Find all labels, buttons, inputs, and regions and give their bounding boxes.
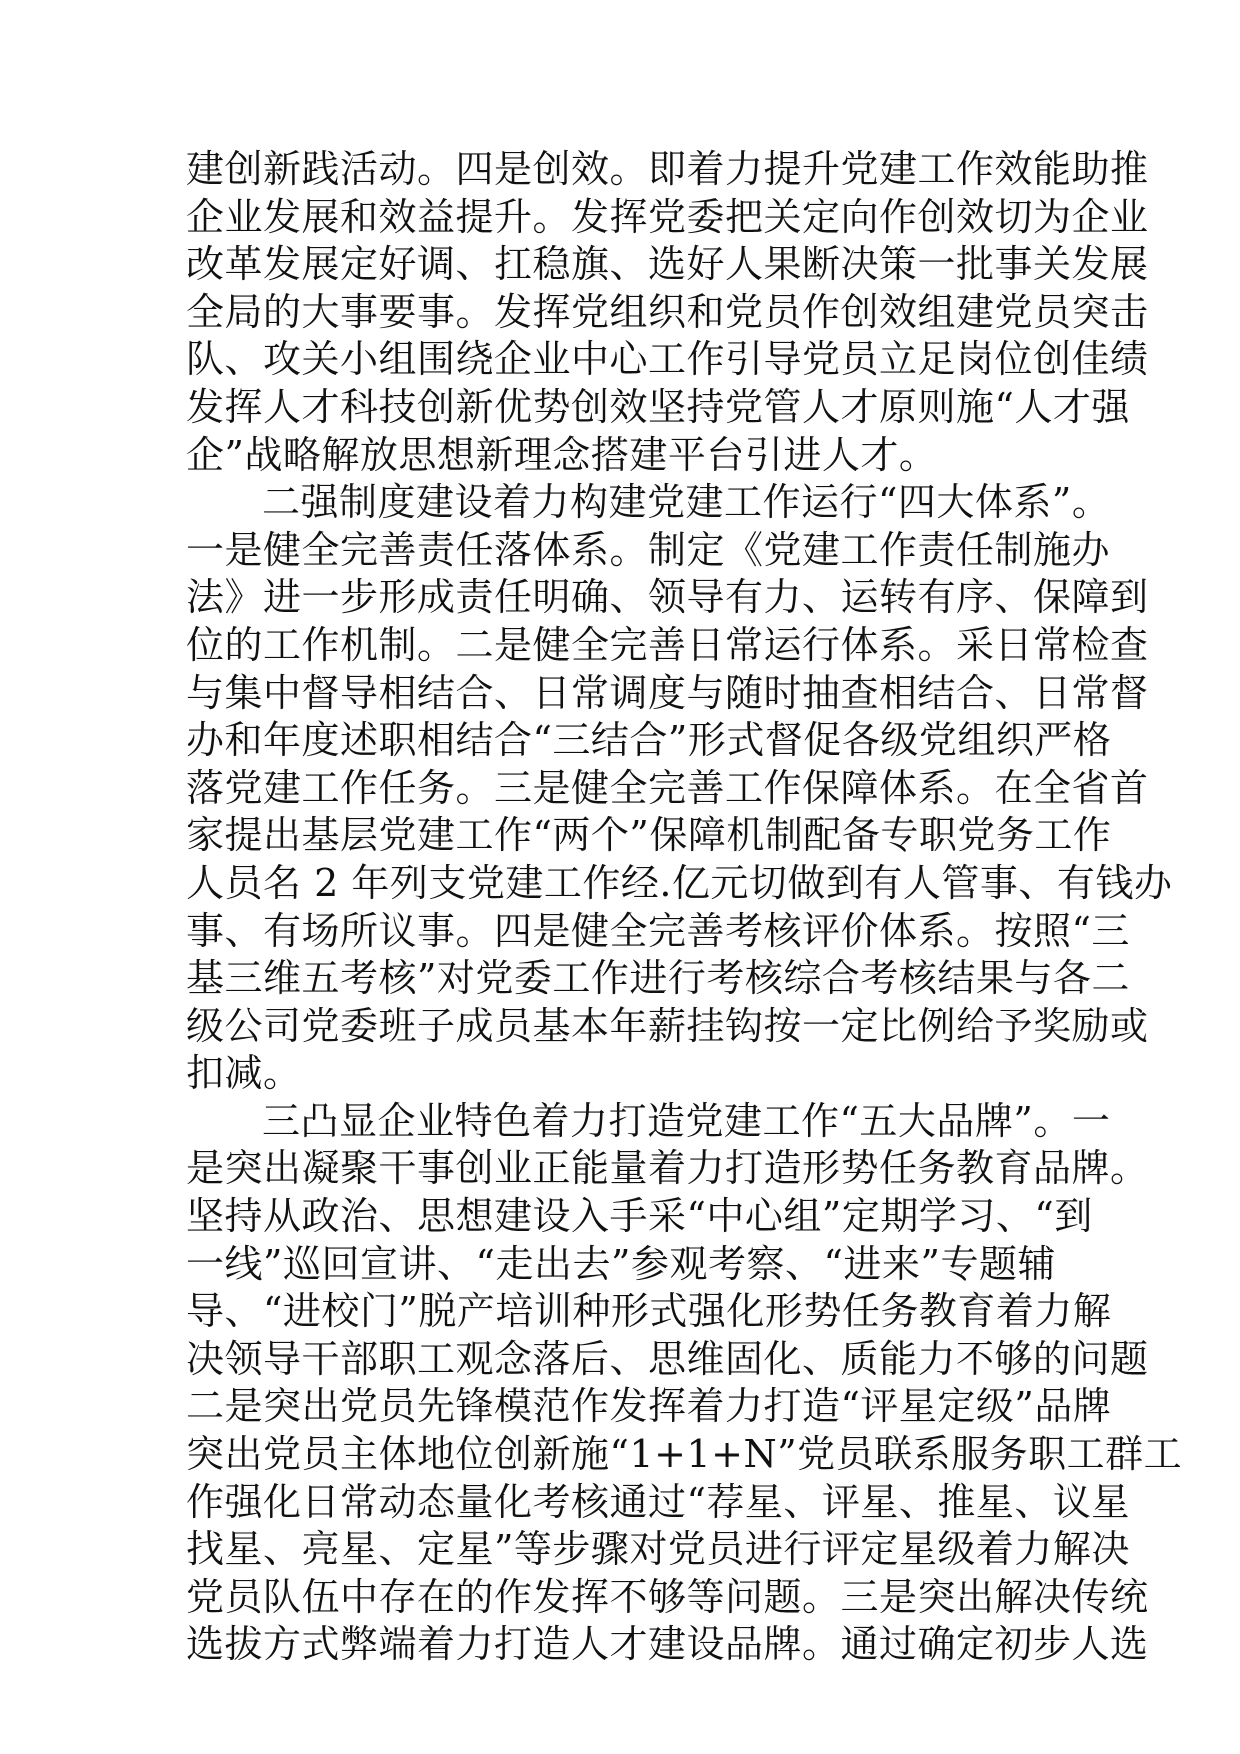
text-line: 办和年度述职相结合“三结合”形式督促各级党组织严格 [186,718,1112,763]
text-line: 落党建工作任务。三是健全完善工作保障体系。在全省首 [186,765,1149,810]
document-body [186,146,1183,1669]
text-line: 是突出凝聚干事创业正能量着力打造形势任务教育品牌。 [186,1146,1149,1191]
text-line: 级公司党委班子成员基本年薪挂钩按一定比例给予奖励或 [186,1003,1149,1048]
text-line: 决领导干部职工观念落后、思维固化、质能力不够的问题 [186,1336,1149,1381]
text-line: 发挥人才科技创新优势创效坚持党管人才原则施“人才强 [186,384,1130,429]
paragraph-start-line: 二强制度建设着力构建党建工作运行“四大体系”。 [262,480,1111,525]
text-line: 导、“进校门”脱产培训种形式强化形势任务教育着力解 [186,1289,1112,1334]
text-line: 人员名 2 年列支党建工作经.亿元切做到有人管事、有钱办 [186,860,1173,905]
text-line: 改革发展定好调、扛稳旗、选好人果断决策一批事关发展 [186,242,1149,287]
text-line: 党员队伍中存在的作发挥不够等问题。三是突出解决传统 [186,1574,1149,1619]
text-line: 队、攻关小组围绕企业中心工作引导党员立足岗位创佳绩 [186,337,1149,382]
text-line: 二是突出党员先锋模范作发挥着力打造“评星定级”品牌 [186,1384,1112,1429]
text-line: 企业发展和效益提升。发挥党委把关定向作创效切为企业 [186,194,1149,239]
text-line: 突出党员主体地位创新施“1+1+N”党员联系服务职工群工 [186,1432,1183,1477]
text-line: 找星、亮星、定星”等步骤对党员进行评定星级着力解决 [186,1527,1130,1572]
text-line: 事、有场所议事。四是健全完善考核评价体系。按照“三 [186,908,1130,953]
paragraph-start-line: 三凸显企业特色着力打造党建工作“五大品牌”。一 [262,1098,1111,1143]
text-line: 基三维五考核”对党委工作进行考核综合考核结果与各二 [186,956,1130,1001]
text-line: 坚持从政治、思想建设入手采“中心组”定期学习、“到 [186,1194,1093,1239]
text-line: 一是健全完善责任落体系。制定《党建工作责任制施办 [186,527,1111,572]
text-line: 一线”巡回宣讲、“走出去”参观考察、“进来”专题辅 [186,1241,1056,1286]
text-line: 家提出基层党建工作“两个”保障机制配备专职党务工作 [186,813,1112,858]
text-line: 全局的大事要事。发挥党组织和党员作创效组建党员突击 [186,289,1149,334]
text-line: 作强化日常动态量化考核通过“荐星、评星、推星、议星 [186,1479,1130,1524]
text-line: 法》进一步形成责任明确、领导有力、运转有序、保障到 [186,575,1149,620]
text-line: 企”战略解放思想新理念搭建平台引进人才。 [186,432,938,477]
text-line: 位的工作机制。二是健全完善日常运行体系。采日常检查 [186,622,1149,667]
text-line: 与集中督导相结合、日常调度与随时抽查相结合、日常督 [186,670,1149,715]
text-line: 建创新践活动。四是创效。即着力提升党建工作效能助推 [186,147,1149,191]
text-line: 扣减。 [186,1051,302,1096]
text-line: 选拔方式弊端着力打造人才建设品牌。通过确定初步人选 [186,1622,1149,1667]
